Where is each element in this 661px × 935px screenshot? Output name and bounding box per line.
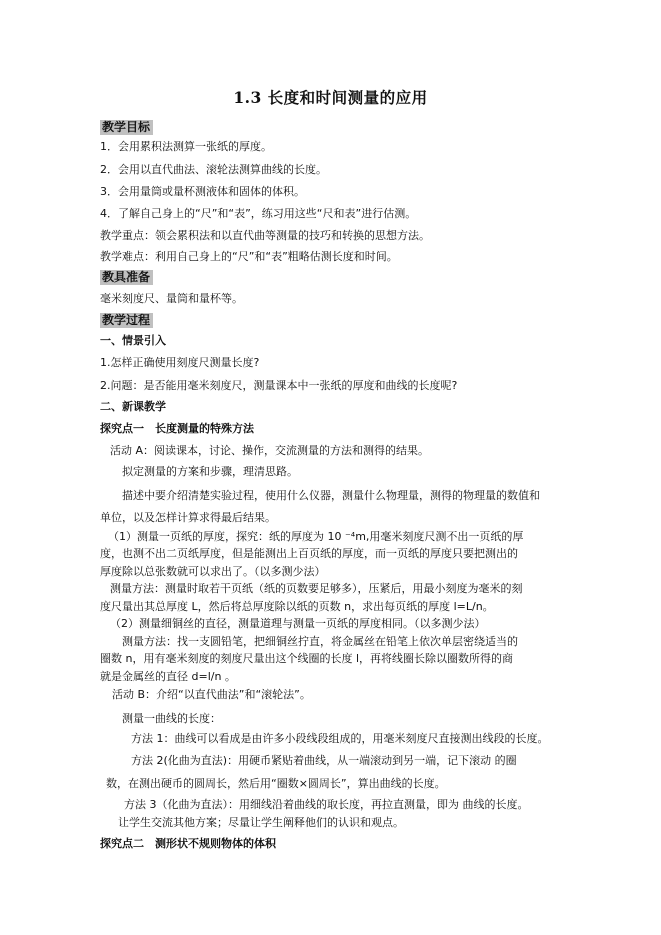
describe-line-1: 描述中要介绍清楚实验过程，使用什么仪器，测量什么物理量，测得的物理量的数值和 <box>122 489 540 502</box>
exchange-text: 让学生交流其他方案；尽量让学生阐释他们的认识和观点。 <box>118 816 404 829</box>
method-line-2: 度尺量出其总厚度 L，然后将总厚度除以纸的页数 n，求出每页纸的厚度 l=L/n。 <box>100 600 494 613</box>
part2-heading: 二、新课教学 <box>100 400 166 413</box>
goal-item-1: 1．会用累积法测算一张纸的厚度。 <box>100 140 272 153</box>
wire-line-1: （2）测量细铜丝的直径，测量道理与测量一页纸的厚度相同。（以多测少法） <box>110 617 486 630</box>
method-2-line-2: 数，在测出硬币的圆周长，然后用“圈数×圆周长”，算出曲线的长度。 <box>106 777 446 790</box>
activity-a-text: 活动 A：阅读课本，讨论、操作，交流测量的方法和测得的结果。 <box>110 444 430 457</box>
intro-question-1: 1.怎样正确使用刻度尺测量长度? <box>100 356 260 369</box>
part1-heading: 一、情景引入 <box>100 334 166 347</box>
activity-b-text: 活动 B：介绍“以直代曲法”和“滚轮法”。 <box>112 688 311 701</box>
method-line-1: 测量方法：测量时取若干页纸（纸的页数要足够多），压紧后，用最小刻度为毫米的刻 <box>110 582 523 595</box>
key-point-text: 教学重点：领会累积法和以直代曲等测量的技巧和转换的思想方法。 <box>100 229 430 242</box>
explore-point-1-heading: 探究点一 长度测量的特殊方法 <box>100 422 254 435</box>
goal-item-4: 4．了解自己身上的“尺”和“表”，练习用这些“尺和表”进行估测。 <box>100 207 417 220</box>
page-title: 1.3 长度和时间测量的应用 <box>233 88 428 107</box>
paper-line-1: （1）测量一页纸的厚度，探究：纸的厚度为 10 ⁻⁴m,用毫米刻度尺测不出一页纸的厚 <box>108 530 524 543</box>
paper-line-3: 厚度除以总张数就可以求出了。（以多测少法） <box>100 565 326 578</box>
goal-item-2: 2．会用以直代曲法、滚轮法测算曲线的长度。 <box>100 163 327 176</box>
method-1-text: 方法 1：曲线可以看成是由许多小段线段组成的，用毫米刻度尺直接测出线段的长度。 <box>131 732 549 745</box>
method-3-text: 方法 3（化曲为直法）：用细线沿着曲线的取长度，再拉直测量，即为 曲线的长度。 <box>124 798 529 811</box>
plan-text: 拟定测量的方案和步骤，理清思路。 <box>122 465 298 478</box>
section-heading-process: 教学过程 <box>100 313 153 328</box>
explore-point-2-heading: 探究点二 测形状不规则物体的体积 <box>100 837 276 850</box>
wire-line-4: 就是金属丝的直径 d=l/n 。 <box>100 670 236 683</box>
intro-question-2: 2.问题：是否能用毫米刻度尺，测量课本中一张纸的厚度和曲线的长度呢? <box>100 379 458 392</box>
wire-line-3: 圈数 n，用有毫米刻度的刻度尺量出这个线圈的长度 l，再将线圈长除以圈数所得的商 <box>100 652 514 665</box>
tools-text: 毫米刻度尺、量筒和量杯等。 <box>100 292 243 305</box>
describe-line-2: 单位，以及怎样计算求得最后结果。 <box>100 511 276 524</box>
method-2-line-1: 方法 2(化曲为直法)：用硬币紧贴着曲线，从一端滚动到另一端，记下滚动 的圈 <box>131 754 517 767</box>
section-heading-tools: 教具准备 <box>100 270 153 285</box>
goal-item-3: 3．会用量筒或量杯测液体和固体的体积。 <box>100 185 305 198</box>
paper-line-2: 度，也测不出二页纸厚度，但是能测出上百页纸的厚度，而一页纸的厚度只要把测出的 <box>100 547 518 560</box>
section-heading-goals: 教学目标 <box>100 120 153 135</box>
difficulty-text: 教学难点：利用自己身上的“尺”和“表”粗略估测长度和时间。 <box>100 250 398 263</box>
curve-text: 测量一曲线的长度： <box>122 712 221 725</box>
wire-line-2: 测量方法：找一支圆铅笔，把细铜丝拧直，将金属丝在铅笔上依次单层密绕适当的 <box>122 635 518 648</box>
